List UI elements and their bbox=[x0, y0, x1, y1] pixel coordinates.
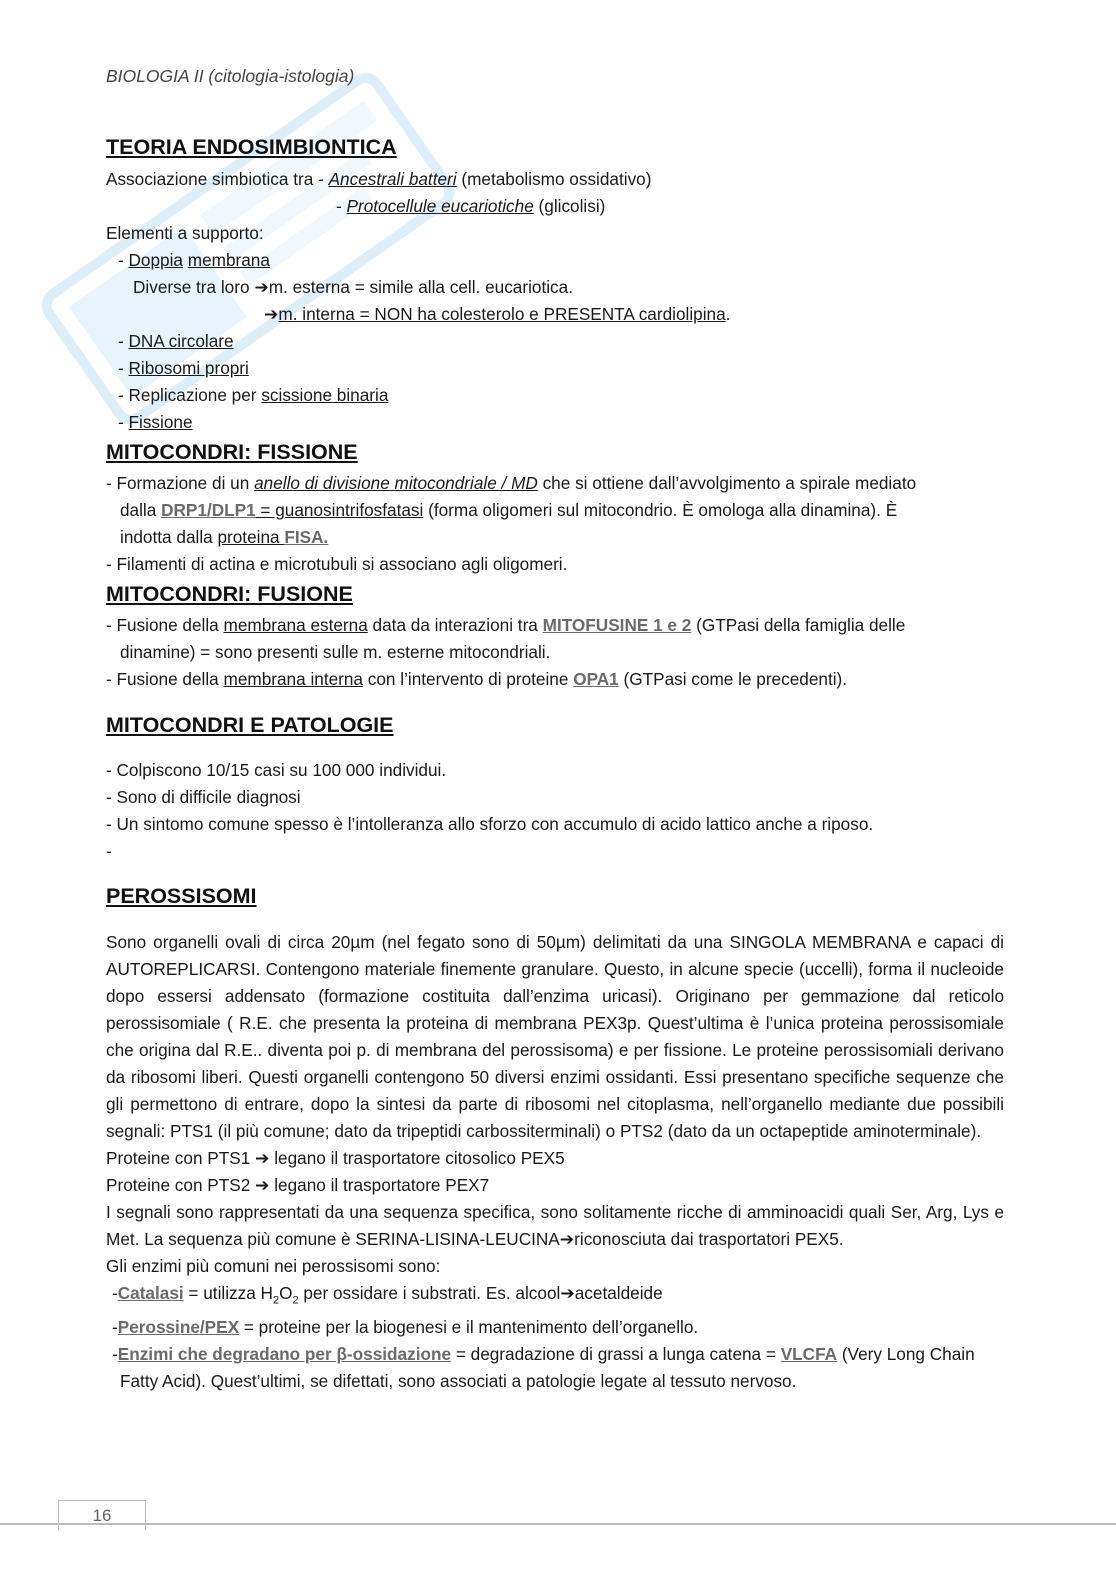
subscript: 2 bbox=[292, 1294, 299, 1307]
interna-end: . bbox=[725, 304, 731, 324]
assoc-item-2: Protocellule eucariotiche bbox=[346, 196, 534, 216]
drp1-term: DRP1/DLP1 bbox=[161, 500, 256, 520]
gtpasi-term: = guanosintrifosfatasi bbox=[255, 500, 424, 520]
interna-text: m. interna = NON ha colesterolo e PRESENTA cardiolipina bbox=[278, 304, 726, 324]
ribosomi-text: Ribosomi propri bbox=[128, 358, 249, 378]
arrow-icon: ➔ bbox=[254, 277, 269, 297]
fusione-item-1-cont: dinamine) = sono presenti sulle m. esterne mitocondriali. bbox=[120, 642, 551, 662]
replicazione-line: - Replicazione per scissione binaria bbox=[118, 385, 389, 405]
assoc-item-2-suffix: (glicolisi) bbox=[533, 196, 606, 216]
section-title-fusione: MITOCONDRI: FUSIONE bbox=[106, 582, 353, 606]
arrow-icon: ➔ bbox=[560, 1283, 575, 1303]
text: (GTPasi della famiglia delle bbox=[691, 615, 906, 635]
elementi-line: Elementi a supporto: bbox=[106, 223, 264, 243]
text: I segnali sono rappresentati da una sequenza specifica, sono solitamente ricche di amminoacidi quali Ser, Arg, Lys e Met. La sequenza più comune è SERINA-LISINA-LEUCINA bbox=[106, 1202, 1004, 1249]
vlcfa-term: VLCFA bbox=[780, 1344, 838, 1365]
fusione-item-2: - Fusione della membrana interna con l’intervento di proteine OPA1 (GTPasi come le precedenti). bbox=[106, 669, 848, 689]
diverse-prefix: Diverse tra loro bbox=[133, 277, 255, 297]
text: (GTPasi come le precedenti). bbox=[618, 669, 848, 689]
mitofusine-term: MITOFUSINE 1 e 2 bbox=[542, 615, 692, 635]
doppia-line: - Doppia membrana bbox=[118, 250, 270, 270]
section-title-fissione: MITOCONDRI: FISSIONE bbox=[106, 440, 358, 464]
text: = utilizza H bbox=[183, 1283, 273, 1303]
interna-line bbox=[264, 301, 730, 328]
text: riconosciuta dai trasportatori PEX5. bbox=[574, 1229, 844, 1249]
assoc-item-1: Ancestrali batteri bbox=[328, 169, 457, 189]
fissione-item-1-cont2 bbox=[120, 524, 328, 551]
arrow-icon: ➔ bbox=[255, 1175, 270, 1195]
assoc-line bbox=[106, 166, 651, 193]
scissione-text: scissione binaria bbox=[261, 385, 389, 405]
assoc-dash: - bbox=[336, 196, 347, 216]
text: Proteine con PTS1 bbox=[106, 1148, 256, 1168]
catalasi-line: -Catalasi = utilizza $H_2O_2$ per ossidare i substrati. Es. alcool➔acetaldeide bbox=[112, 1283, 663, 1307]
fatty-line: Fatty Acid). Quest’ultimi, se difettati, sono associati a patologie legate al tessuto nervoso. bbox=[120, 1371, 797, 1392]
membrana-interna-term: membrana interna bbox=[223, 669, 363, 689]
opa1-term: OPA1 bbox=[573, 669, 619, 689]
fissione-line: - Fissione bbox=[118, 412, 193, 432]
text: per ossidare i substrati. Es. alcool bbox=[298, 1283, 561, 1303]
esterna-text: m. esterna = simile alla cell. eucariotica. bbox=[268, 277, 573, 297]
catalasi-term: Catalasi bbox=[117, 1283, 184, 1303]
text: con l’intervento di proteine bbox=[363, 669, 574, 689]
text: acetaldeide bbox=[574, 1283, 663, 1303]
fisa-term: FISA. bbox=[284, 527, 329, 547]
fissione-item-2: - Filamenti di actina e microtubuli si associano agli oligomeri. bbox=[106, 554, 568, 574]
text: Proteine con PTS2 bbox=[106, 1175, 256, 1195]
footer-rule bbox=[0, 1523, 1116, 1525]
text: Filamenti di actina e microtubuli si associano agli oligomeri. bbox=[116, 554, 568, 574]
dna-line: - DNA circolare bbox=[118, 331, 234, 351]
patologie-item-3: - Un sintomo comune spesso è l’intolleranza allo sforzo con accumulo di acido lattico anche a riposo. bbox=[106, 814, 874, 834]
text: (Very Long Chain bbox=[837, 1344, 975, 1365]
section-title-perossisomi: PEROSSISOMI bbox=[106, 884, 257, 908]
membrana-text: membrana bbox=[187, 250, 270, 270]
text: Formazione di un bbox=[116, 473, 255, 493]
text: legano il trasportatore PEX7 bbox=[269, 1175, 490, 1195]
text: Colpiscono 10/15 casi su 100 000 individui. bbox=[116, 760, 447, 780]
diverse-line bbox=[133, 274, 573, 301]
beta-line: -Enzimi che degradano per β-ossidazione = degradazione di grassi a lunga catena = VLCFA (Very Long Chain bbox=[112, 1344, 975, 1365]
fissione-item-1: - Formazione di un anello di divisione mitocondriale / MD che si ottiene dall’avvolgimento a spirale mediato bbox=[106, 473, 917, 493]
arrow-icon: ➔ bbox=[255, 1148, 270, 1168]
perossisomi-body bbox=[106, 929, 1004, 1395]
doppia-text: Doppia bbox=[128, 250, 183, 270]
enzimi-intro: Gli enzimi più comuni nei perossisomi sono: bbox=[106, 1256, 441, 1276]
segnali-paragraph bbox=[106, 1199, 1004, 1253]
perossisomi-paragraph: Sono organelli ovali di circa 20µm (nel fegato sono di 50µm) delimitati da una SINGOLA MEMBRANA e capaci di AUTOREPLICARSI. Contengono materiale finemente granulare. Questo, in alcune specie (uccelli), forma il nucleoide dopo essersi addensato (formazione costituita dall’enzima uricasi). Originano per gemmazione dal reticolo perossisomiale ( R.E. che presenta la proteina di membrana PEX3p. Quest’ultima è l’unica proteina perossisomiale che origina dal R.E.. diventa poi p. di membrana del perossisoma) e per fissione. Le proteine perossisomiali derivano da ribosomi liberi. Questi organelli contengono 50 diversi enzimi ossidanti. Essi presentano specifiche sequenze che gli permettono di entrare, dopo la sintesi da parte di ribosomi nel citoplasma, nell’organello mediante due possibili segnali: PTS1 (il più comune; dato da tripeptidi carbossiterminali) o PTS2 (dato da un octapeptide aminoterminale). bbox=[106, 932, 1004, 1141]
text: = degradazione di grassi a lunga catena = bbox=[451, 1344, 781, 1365]
ribosomi-line: - Ribosomi propri bbox=[118, 358, 249, 378]
membrana-esterna-term: membrana esterna bbox=[223, 615, 368, 635]
fusione-item-1: - Fusione della membrana esterna data da interazioni tra MITOFUSINE 1 e 2 (GTPasi della famiglia delle bbox=[106, 615, 906, 635]
patologie-item-2: - Sono di difficile diagnosi bbox=[106, 787, 301, 807]
md-term: anello di divisione mitocondriale / MD bbox=[254, 473, 538, 493]
text: Fusione della bbox=[116, 615, 224, 635]
section-title-patologie: MITOCONDRI E PATOLOGIE bbox=[106, 713, 394, 737]
proteina-term: proteina bbox=[217, 527, 285, 547]
text: O bbox=[279, 1283, 293, 1303]
replicazione-prefix: Replicazione per bbox=[128, 385, 262, 405]
text: = proteine per la biogenesi e il mantenimento dell’organello. bbox=[239, 1317, 699, 1338]
text: data da interazioni tra bbox=[367, 615, 543, 635]
text: Un sintomo comune spesso è l’intolleranza allo sforzo con accumulo di acido lattico anche a riposo. bbox=[116, 814, 874, 834]
assoc-prefix: Associazione simbiotica tra - bbox=[106, 169, 329, 189]
dna-text: DNA circolare bbox=[128, 331, 234, 351]
pts2-line bbox=[106, 1172, 1004, 1199]
beta-ossidazione-term: Enzimi che degradano per β-ossidazione bbox=[117, 1344, 452, 1365]
arrow-icon: ➔ bbox=[264, 304, 279, 324]
fissione-text: Fissione bbox=[128, 412, 193, 432]
text: che si ottiene dall’avvolgimento a spirale mediato bbox=[537, 473, 917, 493]
text: (forma oligomeri sul mitocondrio. È omologa alla dinamina). È bbox=[423, 500, 898, 520]
assoc-line-2 bbox=[336, 193, 605, 220]
text: Sono di difficile diagnosi bbox=[116, 787, 301, 807]
section-title-teoria: TEORIA ENDOSIMBIONTICA bbox=[106, 135, 397, 159]
subscript: 2 bbox=[272, 1294, 280, 1307]
text: legano il trasportatore citosolico PEX5 bbox=[269, 1148, 565, 1168]
text: Fusione della bbox=[116, 669, 224, 689]
page-header: BIOLOGIA II (citologia-istologia) bbox=[106, 66, 355, 86]
pts1-line bbox=[106, 1145, 1004, 1172]
patologie-item-4: - bbox=[106, 841, 112, 861]
arrow-icon: ➔ bbox=[559, 1229, 575, 1249]
assoc-item-1-suffix: (metabolismo ossidativo) bbox=[456, 169, 652, 189]
text: indotta dalla bbox=[120, 527, 218, 547]
patologie-item-1: - Colpiscono 10/15 casi su 100 000 individui. bbox=[106, 760, 447, 780]
perossine-term: Perossine/PEX bbox=[117, 1317, 240, 1338]
text: dalla bbox=[120, 500, 162, 520]
page-number: 16 bbox=[58, 1500, 146, 1530]
fissione-item-1-cont bbox=[120, 497, 897, 524]
perossine-line: -Perossine/PEX = proteine per la biogenesi e il mantenimento dell’organello. bbox=[112, 1317, 699, 1338]
